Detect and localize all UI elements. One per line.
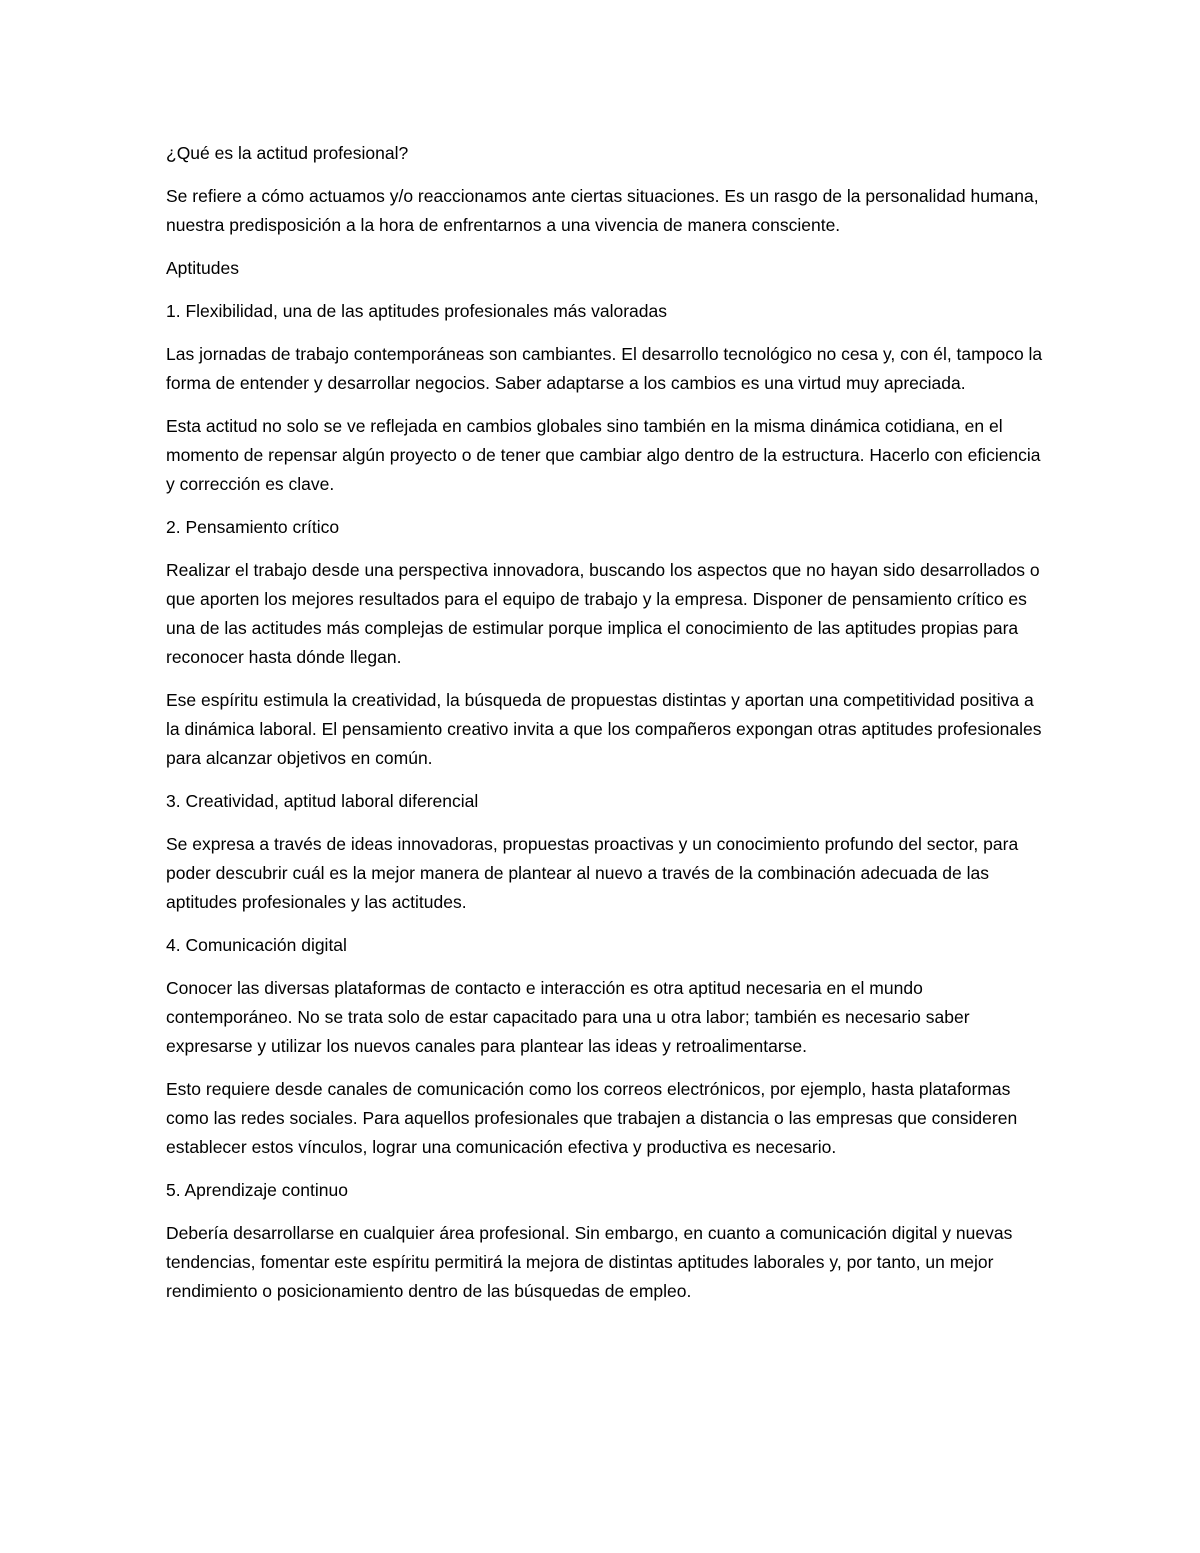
paragraph: Realizar el trabajo desde una perspectiva innovadora, buscando los aspectos que no hayan sido desarrollados o que aporten los mejores resultados para el equipo de trabajo y la empresa. Disponer de pensamiento crítico es una de las actitudes más complejas de estimular porque implica el conocimiento de las aptitudes propias para reconocer hasta dónde llegan.	[166, 560, 1040, 667]
paragraph: Esta actitud no solo se ve reflejada en cambios globales sino también en la misma dinámica cotidiana, en el momento de repensar algún proyecto o de tener que cambiar algo dentro de la estructura. Hacerlo con eficiencia y corrección es clave.	[166, 416, 1041, 494]
item-heading-flexibilidad: 1. Flexibilidad, una de las aptitudes profesionales más valoradas	[166, 301, 667, 321]
item-heading-aprendizaje-continuo: 5. Aprendizaje continuo	[166, 1180, 348, 1200]
paragraph: Se expresa a través de ideas innovadoras, propuestas proactivas y un conocimiento profundo del sector, para poder descubrir cuál es la mejor manera de plantear al nuevo a través de la combinación adecuada de las aptitudes profesionales y las actitudes.	[166, 834, 1019, 912]
paragraph: Conocer las diversas plataformas de contacto e interacción es otra aptitud necesaria en el mundo contemporáneo. No se trata solo de estar capacitado para una u otra labor; también es necesario saber expresarse y utilizar los nuevos canales para plantear las ideas y retroalimentarse.	[166, 978, 970, 1056]
paragraph: Debería desarrollarse en cualquier área profesional. Sin embargo, en cuanto a comunicación digital y nuevas tendencias, fomentar este espíritu permitirá la mejora de distintas aptitudes laborales y, por tanto, un mejor rendimiento o posicionamiento dentro de las búsquedas de empleo.	[166, 1223, 1013, 1301]
document-body	[166, 139, 1046, 1320]
section-label: Aptitudes	[166, 258, 239, 278]
item-heading-creatividad: 3. Creatividad, aptitud laboral diferencial	[166, 791, 479, 811]
item-heading-comunicacion-digital: 4. Comunicación digital	[166, 935, 347, 955]
paragraph: Las jornadas de trabajo contemporáneas son cambiantes. El desarrollo tecnológico no cesa y, con él, tampoco la forma de entender y desarrollar negocios. Saber adaptarse a los cambios es una virtud muy apreciada.	[166, 344, 1043, 393]
paragraph: Esto requiere desde canales de comunicación como los correos electrónicos, por ejemplo, hasta plataformas como las redes sociales. Para aquellos profesionales que trabajen a distancia o las empresas que consideren establecer estos vínculos, lograr una comunicación efectiva y productiva es necesario.	[166, 1079, 1018, 1157]
paragraph: Ese espíritu estimula la creatividad, la búsqueda de propuestas distintas y aportan una competitividad positiva a la dinámica laboral. El pensamiento creativo invita a que los compañeros expongan otras aptitudes profesionales para alcanzar objetivos en común.	[166, 690, 1042, 768]
item-heading-pensamiento-critico: 2. Pensamiento crítico	[166, 517, 340, 537]
intro-paragraph: Se refiere a cómo actuamos y/o reaccionamos ante ciertas situaciones. Es un rasgo de la personalidad humana, nuestra predisposición a la hora de enfrentarnos a una vivencia de manera consciente.	[166, 186, 1039, 235]
document-title: ¿Qué es la actitud profesional?	[166, 143, 409, 163]
